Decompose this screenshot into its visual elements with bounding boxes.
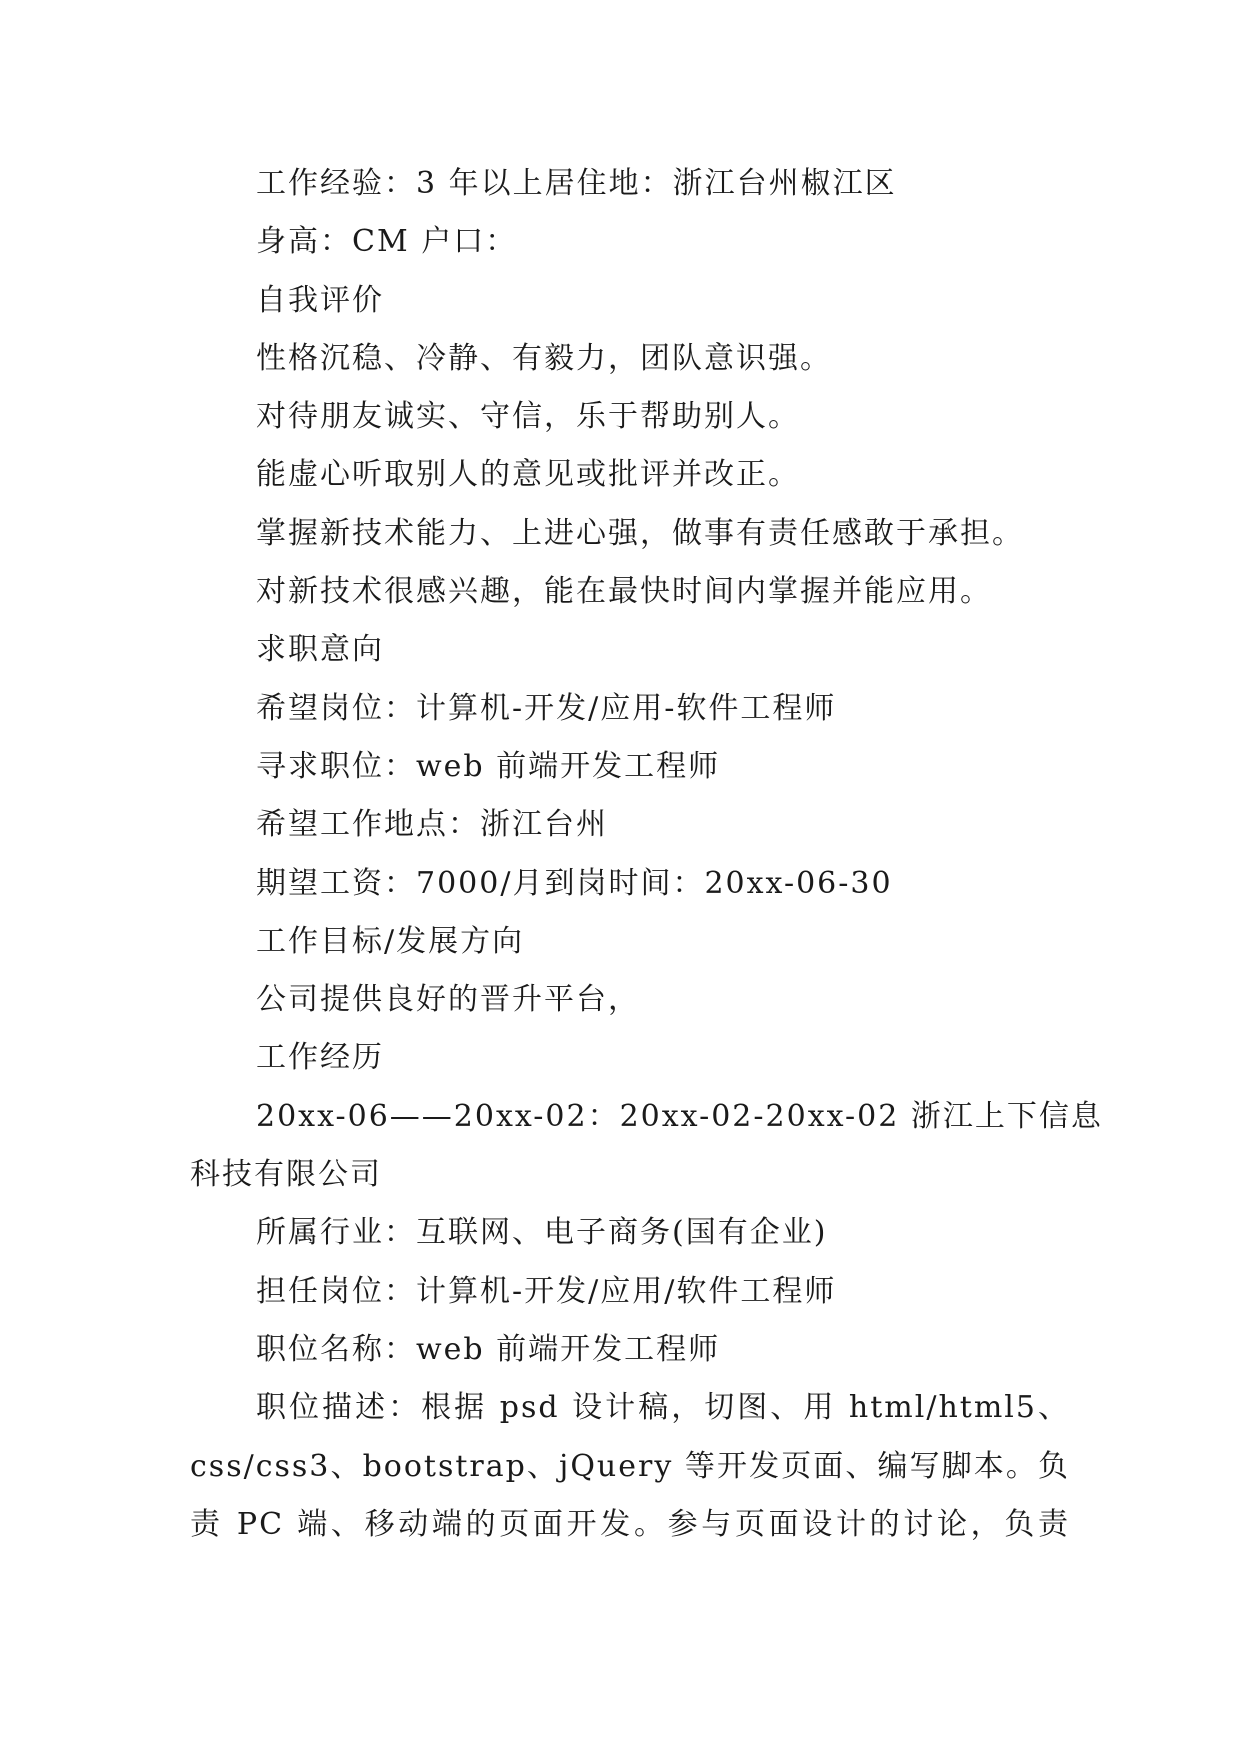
text-line: 能虚心听取别人的意见或批评并改正。 [256,457,800,493]
text-line: 希望岗位：计算机-开发/应用-软件工程师 [256,690,837,726]
text-line: 责 PC 端、移动端的页面开发。参与页面设计的讨论，负责 [190,1506,1070,1542]
text-line: 掌握新技术能力、上进心强，做事有责任感敢于承担。 [256,515,1024,551]
text-line: 工作经历 [256,1040,384,1076]
text-line: 自我评价 [256,282,384,318]
text-line: 担任岗位：计算机-开发/应用/软件工程师 [256,1273,837,1309]
text-line: 职位名称：web 前端开发工程师 [256,1331,721,1367]
text-line: 希望工作地点：浙江台州 [256,807,608,843]
text-line: 对新技术很感兴趣，能在最快时间内掌握并能应用。 [256,574,992,610]
text-line: 性格沉稳、冷静、有毅力，团队意识强。 [256,340,832,376]
text-line: 工作目标/发展方向 [256,923,525,959]
text-line: css/css3、bootstrap、jQuery 等开发页面、编写脚本。负 [190,1448,1070,1484]
text-line: 所属行业：互联网、电子商务(国有企业) [256,1215,828,1251]
text-line: 20xx-06——20xx-02：20xx-02-20xx-02 浙江上下信息 [256,1098,1103,1134]
text-line: 公司提供良好的晋升平台， [256,982,640,1018]
text-line: 期望工资：7000/月到岗时间：20xx-06-30 [256,865,893,901]
text-line: 求职意向 [256,632,384,668]
text-line: 工作经验：3 年以上居住地：浙江台州椒江区 [256,166,897,201]
text-line: 职位描述：根据 psd 设计稿，切图、用 html/html5、 [256,1390,1070,1426]
document-body [190,155,1103,1554]
text-line: 对待朋友诚实、守信，乐于帮助别人。 [256,399,800,435]
text-line: 寻求职位：web 前端开发工程师 [256,748,721,784]
text-line: 科技有限公司 [190,1157,382,1193]
text-line: 身高：CM 户口： [256,224,518,260]
